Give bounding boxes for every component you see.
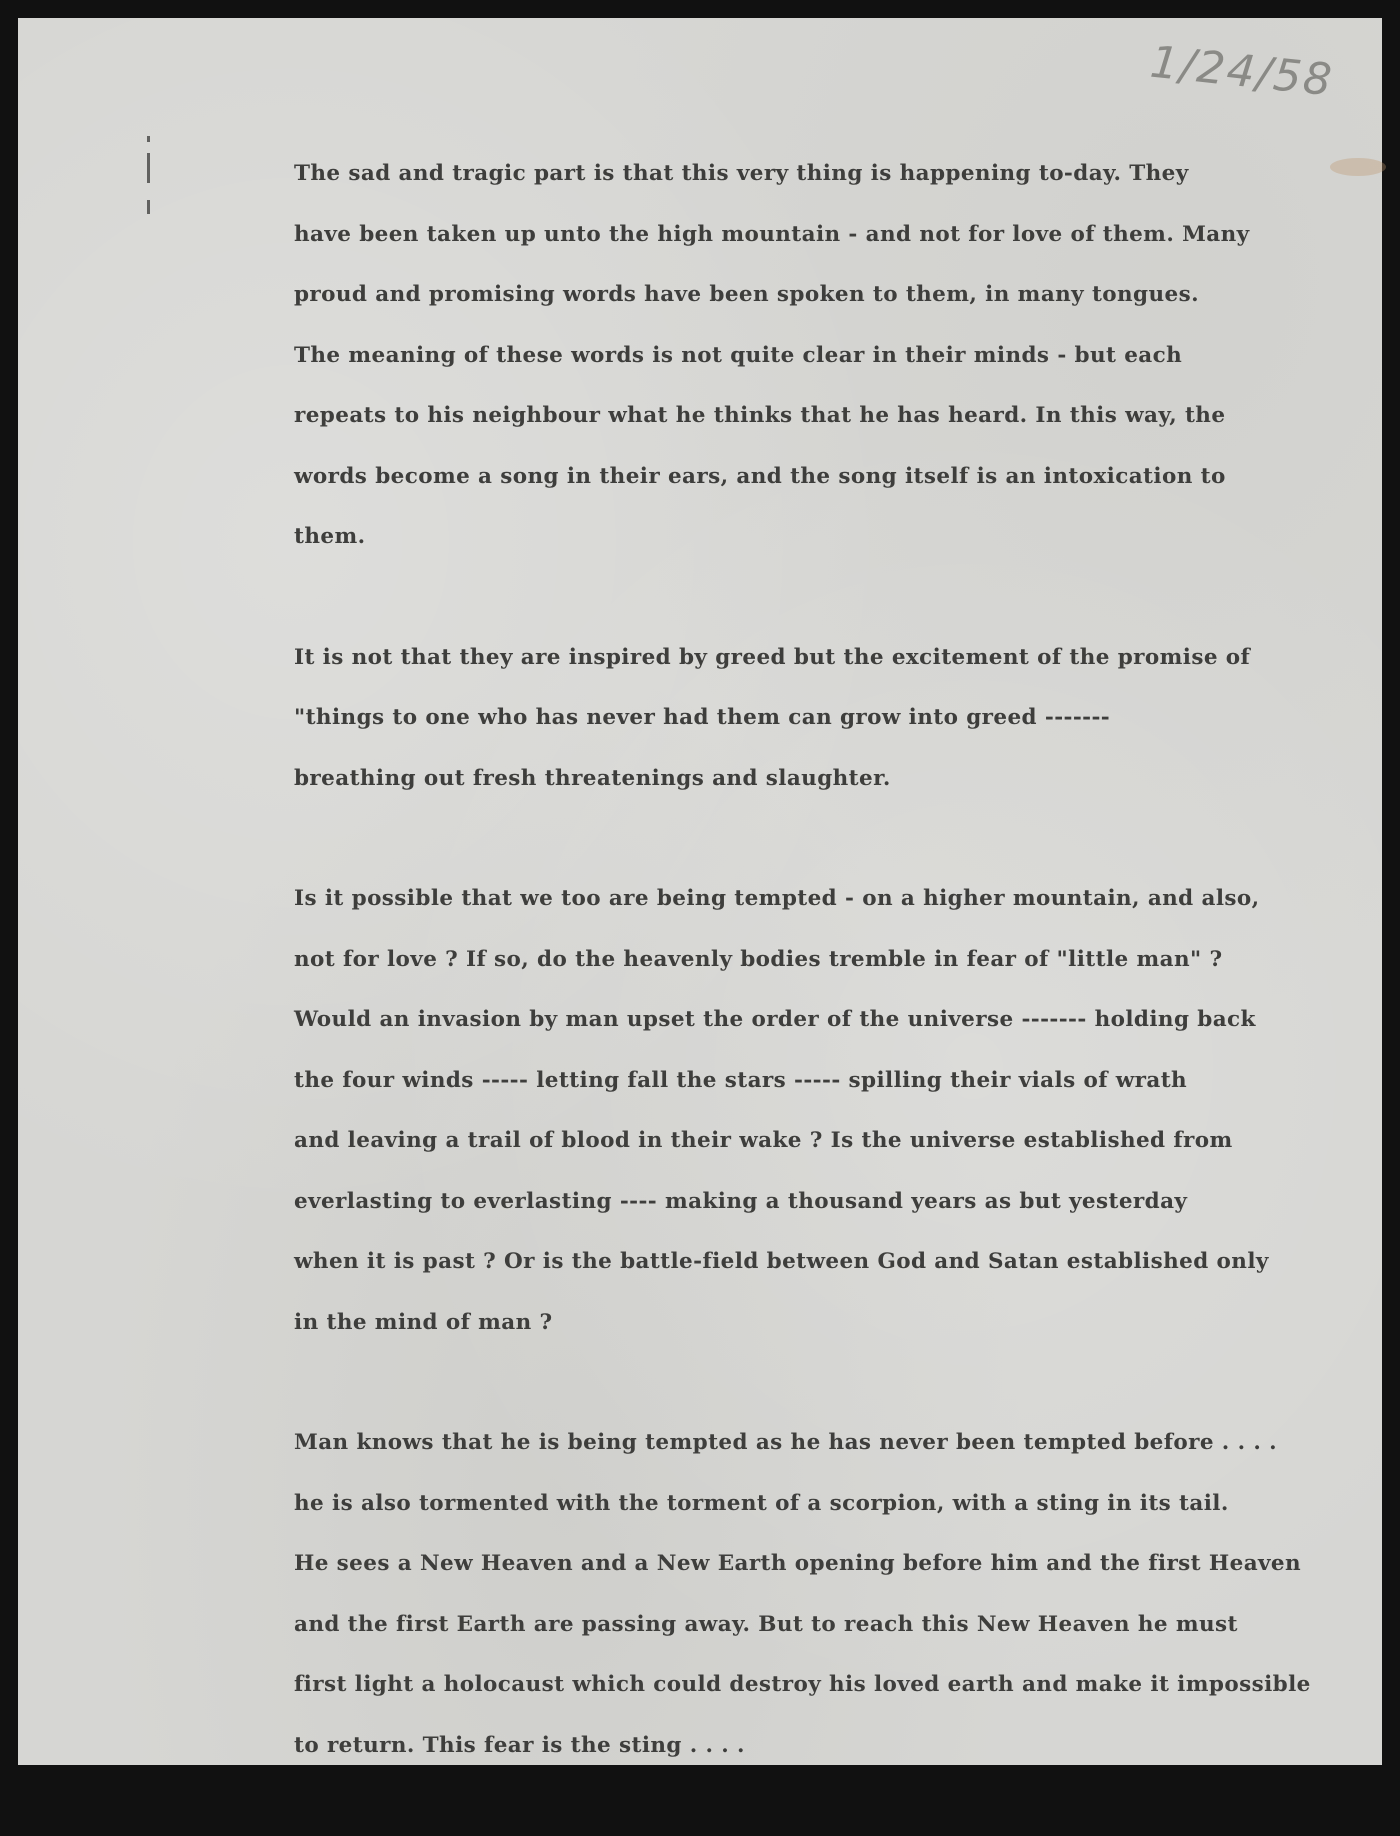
text-line: and leaving a trail of blood in their wake ? Is the universe established from bbox=[294, 1128, 1233, 1153]
text-line: he is also tormented with the torment of a scorpion, with a sting in its tail. bbox=[294, 1490, 1229, 1516]
text-line: not for love ? If so, do the heavenly bodies tremble in fear of "little man" ? bbox=[294, 946, 1223, 972]
text-line: the four winds ----- letting fall the stars ----- spilling their vials of wrath bbox=[294, 1067, 1188, 1093]
text-line: The meaning of these words is not quite clear in their minds - but each bbox=[294, 342, 1183, 368]
document-page bbox=[18, 18, 1382, 1765]
text-line: proud and promising words have been spoken to them, in many tongues. bbox=[294, 282, 1199, 307]
text-line: It is not that they are inspired by greed but the excitement of the promise of bbox=[294, 644, 1251, 670]
text-line: Would an invasion by man upset the order of the universe ------- holding back bbox=[294, 1007, 1256, 1032]
text-line: breathing out fresh threatenings and slaughter. bbox=[294, 765, 891, 791]
text-line: to return. This fear is the sting . . . . bbox=[294, 1732, 745, 1758]
text-line: The sad and tragic part is that this very thing is happening to-day. They bbox=[294, 161, 1189, 186]
text-line: first light a holocaust which could destroy his loved earth and make it impossible bbox=[294, 1672, 1311, 1697]
text-line: He sees a New Heaven and a New Earth opening before him and the first Heaven bbox=[294, 1551, 1302, 1576]
text-line: everlasting to everlasting ---- making a thousand years as but yesterday bbox=[294, 1188, 1188, 1214]
text-line: and the first Earth are passing away. But to reach this New Heaven he must bbox=[294, 1611, 1238, 1637]
text-line: when it is past ? Or is the battle-field between God and Satan established only bbox=[294, 1249, 1269, 1274]
text-line: have been taken up unto the high mountain - and not for love of them. Many bbox=[294, 221, 1250, 247]
text-line: Man knows that he is being tempted as he has never been tempted before . . . . bbox=[294, 1430, 1278, 1455]
text-line: them. bbox=[294, 524, 366, 549]
text-line: words become a song in their ears, and the song itself is an intoxication to bbox=[294, 463, 1226, 489]
paragraph-1 bbox=[294, 144, 1384, 568]
paragraph-2 bbox=[294, 628, 1384, 810]
text-line: "things to one who has never had them can grow into greed ------- bbox=[294, 705, 1111, 730]
text-line: repeats to his neighbour what he thinks that he has heard. In this way, the bbox=[294, 403, 1226, 428]
margin-mark bbox=[147, 136, 150, 214]
paragraph-3 bbox=[294, 869, 1384, 1353]
handwritten-date: 1/24/58 bbox=[1147, 36, 1336, 107]
typed-text-block bbox=[294, 144, 1384, 1836]
text-line: Is it possible that we too are being tempted - on a higher mountain, and also, bbox=[294, 886, 1260, 911]
text-line: in the mind of man ? bbox=[294, 1309, 553, 1335]
paragraph-4 bbox=[294, 1413, 1384, 1776]
